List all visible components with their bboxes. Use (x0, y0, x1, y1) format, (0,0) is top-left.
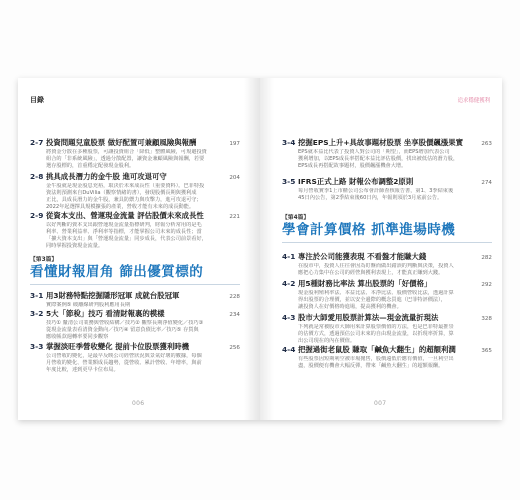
chapter-number: 3-4 (282, 138, 296, 147)
summary-line: 盡，股價便有機會大幅反彈，帶來「鹹魚大翻生」的超額報酬。 (298, 362, 444, 369)
chapter-title: 把握過街老鼠股 賺取「鹹魚大翻生」的超額利潤 (298, 345, 456, 354)
chapter-page-number: 292 (481, 282, 492, 288)
summary-line: 利率、營業利益率、淨利率等指標，才能掌握公司未來的成長性；當 (46, 228, 202, 235)
summary-line: 年度比較，達到更早卡位布局。 (46, 366, 119, 373)
chapter-title: 股市大師愛用股票計算法—現金流量折現法 (298, 313, 439, 322)
summary-line: 應把心力集中在公司的經營與獲利表現上，才能真正賺到大錢。 (298, 269, 444, 276)
page-header: 目錄 (30, 96, 44, 104)
summary-line: 出公司現在的內在價值。 (298, 337, 356, 344)
chapter-title: 挖掘EPS上升+具故事題材股票 坐享股價飆漲果實 (298, 138, 463, 147)
toc-entry-2-9 (30, 211, 240, 250)
chapter-page-number: 234 (229, 312, 240, 318)
chapter-number: 4-3 (282, 313, 296, 322)
toc-entry-title-row (30, 309, 240, 319)
chapter-summary (298, 290, 490, 311)
book-spread (18, 78, 502, 420)
chapter-summary (298, 263, 490, 277)
chapter-page-number: 197 (229, 141, 240, 147)
chapter-title: IFRS正式上路 財報公布調整2原則 (298, 177, 414, 186)
chapter-number: 2-7 (30, 138, 44, 147)
toc-entry-3-3 (30, 342, 240, 374)
chapter-page-number: 228 (229, 294, 240, 300)
chapter-title: 用5種財務比率法 算出股票的「好價格」 (298, 279, 432, 288)
summary-line: 同時掌握投資現金流量。 (46, 242, 104, 249)
summary-line: 月營收的變化、營業額成長趨勢，從營收、累計營收、年增率，與前 (46, 359, 202, 366)
chapter-summary (46, 149, 238, 170)
page-number: 007 (374, 400, 387, 407)
chapter-summary (46, 222, 238, 250)
chapter-summary (46, 183, 238, 211)
toc-entry-4-4 (282, 345, 492, 370)
chapter-number: 4-4 (282, 345, 296, 354)
chapter-page-number: 274 (481, 180, 492, 186)
chapter-number: 4-1 (282, 252, 296, 261)
toc-entry-title-row (282, 313, 492, 323)
page-number: 006 (132, 400, 145, 407)
toc-entry-4-3 (282, 313, 492, 345)
chapter-title: 掌握淡旺季營收變化 提前卡位股票獲利時機 (46, 342, 189, 351)
chapter-title: 投資問題兒童股票 做好配置可兼顧風險與報酬 (46, 138, 197, 147)
chapter-number: 4-2 (282, 279, 296, 288)
left-page (18, 78, 260, 420)
summary-line: 資法則預測來自DuVilia（觀察情緒的書），發現股價長期與獲利成 (46, 189, 197, 196)
summary-line: 從現金流量表看清資金動向／技巧④ 留意負債比率／技巧⑤ 存貨與 (46, 326, 199, 333)
toc-entry-title-row (282, 177, 492, 187)
chapter-page-number: 204 (229, 175, 240, 181)
chapter-number: 3-5 (282, 177, 296, 186)
summary-line: 技巧① 釐清公司業務與營收結構／技巧② 觀察長期淨值變化／技巧③ (46, 320, 204, 326)
summary-line: 獲利增加，以EPS成長率搭配本益比評估股價，找出被低估的潛力股， (298, 155, 459, 162)
summary-line: 公司營收的變化，是最早反映公司經營狀況與景氣好壞的數據，每個 (46, 353, 202, 359)
toc-entry-3-5 (282, 177, 492, 202)
summary-line: 以好判斷的資本支出跟營運現金流量指標研判，財報分析常用的是毛 (46, 222, 202, 228)
summary-line: 將資金分散在多種股票，可讓投資組合「降低」整體風險，可規避投資 (46, 149, 207, 155)
chapter-page-number: 221 (229, 214, 240, 220)
summary-line: 讓投資人在好價格時進場，提高獲利的機會。 (298, 303, 402, 310)
part-label: 【第4篇】 (282, 215, 310, 221)
toc-entry-title-row (282, 252, 492, 262)
summary-line: 2022年起選擇具規模擴張的產業，營收才能有未來的成長動能。 (46, 203, 195, 210)
chapter-page-number: 365 (481, 348, 492, 354)
toc-entry-title-row (30, 138, 240, 148)
toc-entry-3-1 (30, 291, 240, 309)
chapter-title: 挑具成長潛力的金牛股 進可攻退可守 (46, 172, 167, 181)
toc-entry-title-row (282, 279, 492, 289)
chapter-title: 用3財務特點挖掘隱形冠軍 成就台股冠軍 (46, 291, 180, 300)
summary-line: 「擴大資本支出」與「營運現金流量」同步成長，代表公司前景看好， (46, 235, 207, 242)
summary-line: 45日內公告，第2季結束後60日內，年報則須於3月底前公告。 (298, 194, 443, 201)
toc-entry-4-1 (282, 252, 492, 277)
summary-line: EPS就本益比代表了投資人對公司的「期望」，而EPS增加代表公司 (298, 149, 450, 155)
summary-line: EPS成長再搭配故事題材，股價飆漲機會大增。 (298, 162, 407, 169)
summary-line: 每月營收實季1上市櫃公司公布會計師查核報告書，第1、3季結束後 (298, 188, 454, 194)
toc-entry-title-row (30, 342, 240, 352)
toc-entry-title-row (30, 211, 240, 221)
summary-line: 下列就是常被股市大師用來計算股票價值的方法，也是巴菲特最推崇 (298, 324, 454, 330)
toc-entry-title-row (282, 138, 492, 148)
toc-entry-2-7 (30, 138, 240, 170)
part-title: 看懂財報眉角 篩出優質標的 (30, 264, 204, 280)
summary-line: 應收帳款週轉率要同步觀察 (46, 333, 109, 340)
chapter-summary (298, 356, 490, 370)
toc-entry-3-2 (30, 309, 240, 341)
summary-line: 金牛股就是現金股息充裕，取決於未來成長性（重要資料）。巴菲特投 (46, 183, 205, 189)
chapter-page-number: 263 (481, 141, 492, 147)
summary-line: 組合的「非系統風險」，透過分散配置，讓資金兼顧風險與報酬，若要 (46, 155, 205, 162)
summary-line: 得出股票的合理價，並以安全邊際的概念買進（巴菲特評價法）， (298, 296, 446, 303)
toc-entry-title-row (30, 172, 240, 182)
chapter-summary (46, 320, 238, 341)
chapter-number: 3-2 (30, 309, 44, 318)
summary-line: 在股市中，投資人往往會因為盯盤而做出錯誤的判斷與決策，投資人 (298, 263, 454, 269)
chapter-page-number: 256 (229, 345, 240, 351)
chapter-title: 從資本支出、營運現金流量 評估股價未來成長性 (46, 211, 204, 220)
toc-entry-2-8 (30, 172, 240, 211)
chapter-number: 2-8 (30, 172, 44, 181)
chapter-summary (298, 324, 490, 345)
summary-line: 有些股票因短期利空被市場拋售，股價遠低於應有價值，一旦利空出 (298, 356, 454, 362)
chapter-title: 5大「節稅」技巧 看清財報裏的模樣 (46, 309, 165, 318)
right-page (260, 78, 502, 420)
summary-line: 選存股標的，首重穩定配發現金股利。 (46, 162, 135, 169)
toc-entry-4-2 (282, 279, 492, 311)
chapter-summary (298, 188, 490, 202)
summary-line: 現金股利殖利率法、本益比法、本淨比法、股價營收比法，透過計算 (298, 290, 454, 296)
chapter-number: 3-3 (30, 342, 44, 351)
running-header: 追求穩健獲利 (457, 98, 490, 104)
toc-entry-title-row (282, 345, 492, 355)
chapter-number: 3-1 (30, 291, 44, 300)
chapter-title: 專注於公司能獲表現 不看盤才能賺大錢 (298, 252, 427, 261)
chapter-summary (298, 149, 490, 170)
chapter-page-number: 282 (481, 255, 492, 261)
chapter-summary (46, 302, 238, 309)
toc-entry-3-4 (282, 138, 492, 170)
part-label: 【第3篇】 (30, 257, 58, 263)
gutter-shadow (260, 78, 274, 420)
part-title: 學會計算價格 抓準進場時機 (282, 222, 456, 238)
gutter-shadow (244, 78, 260, 420)
summary-line: 的估價方式，透過預估公司未來的自由現金流量，以折現率折算，算 (298, 330, 454, 337)
summary-line: 實際案例⑤ 破離線研判股利應用長期 (46, 302, 131, 308)
chapter-page-number: 328 (481, 316, 492, 322)
part-divider (30, 284, 240, 285)
chapter-number: 2-9 (30, 211, 44, 220)
part-divider (282, 242, 492, 243)
toc-entry-title-row (30, 291, 240, 301)
chapter-summary (46, 353, 238, 374)
summary-line: 正比，具成長潛力的金牛股，兼具防禦力與攻擊力，進可攻退可守； (46, 196, 202, 203)
